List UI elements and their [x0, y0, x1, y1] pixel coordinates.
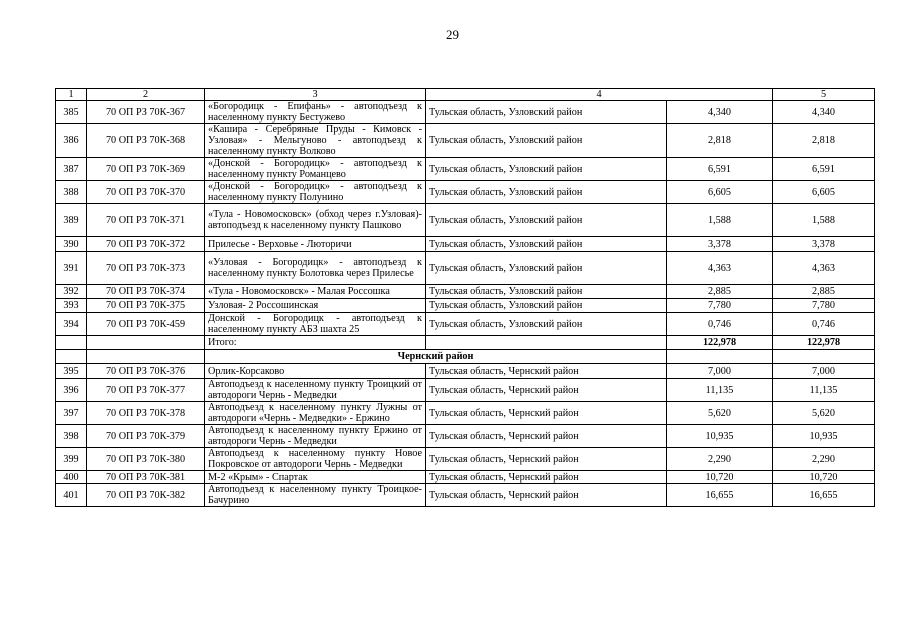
road-code: 70 ОП РЗ 70К-377 [87, 379, 205, 402]
road-location: Тульская область, Узловский район [426, 313, 667, 336]
road-location: Тульская область, Узловский район [426, 181, 667, 204]
road-length: 5,620 [667, 402, 773, 425]
road-name: М-2 «Крым» - Спартак [205, 471, 426, 484]
road-length-total: 1,588 [773, 204, 875, 237]
road-length: 7,780 [667, 299, 773, 313]
road-code: 70 ОП РЗ 70К-369 [87, 158, 205, 181]
road-code: 70 ОП РЗ 70К-370 [87, 181, 205, 204]
table-row [56, 448, 875, 471]
road-code: 70 ОП РЗ 70К-376 [87, 364, 205, 379]
road-length: 0,746 [667, 313, 773, 336]
row-number: 395 [56, 364, 87, 379]
road-code: 70 ОП РЗ 70К-380 [87, 448, 205, 471]
table-row [56, 124, 875, 158]
road-length-total: 2,885 [773, 285, 875, 299]
road-length-total: 7,000 [773, 364, 875, 379]
row-number: 393 [56, 299, 87, 313]
road-location: Тульская область, Узловский район [426, 124, 667, 158]
empty-cell [56, 336, 87, 350]
road-length-total: 16,655 [773, 484, 875, 507]
table-row [56, 425, 875, 448]
page-number: 29 [446, 27, 459, 42]
road-location: Тульская область, Чернский район [426, 402, 667, 425]
road-code: 70 ОП РЗ 70К-368 [87, 124, 205, 158]
road-length: 3,378 [667, 237, 773, 252]
road-length: 6,605 [667, 181, 773, 204]
total-length: 122,978 [667, 336, 773, 350]
road-name: «Кашира - Серебряные Пруды - Кимовск - Узловая» - Мельгуново - автоподъезд к населенному пункту Волково [205, 124, 426, 158]
row-number: 385 [56, 101, 87, 124]
row-number: 394 [56, 313, 87, 336]
row-number: 387 [56, 158, 87, 181]
total-length-total: 122,978 [773, 336, 875, 350]
road-location: Тульская область, Чернский район [426, 364, 667, 379]
table-row [56, 204, 875, 237]
row-number: 400 [56, 471, 87, 484]
road-name: Автоподъезд к населенному пункту Лужны от автодороги «Чернь - Медведки» - Ержино [205, 402, 426, 425]
road-length-total: 4,340 [773, 101, 875, 124]
empty-cell [87, 350, 205, 364]
road-length-total: 4,363 [773, 252, 875, 285]
road-location: Тульская область, Узловский район [426, 285, 667, 299]
road-length-total: 3,378 [773, 237, 875, 252]
header-cell: 2 [87, 89, 205, 101]
road-length-total: 0,746 [773, 313, 875, 336]
road-code: 70 ОП РЗ 70К-371 [87, 204, 205, 237]
row-number: 399 [56, 448, 87, 471]
empty-cell [426, 336, 667, 350]
road-name: «Тула - Новомосковск» (обход через г.Узловая)-автоподъезд к населенному пункту Пашково [205, 204, 426, 237]
row-number: 397 [56, 402, 87, 425]
district-row [56, 350, 875, 364]
road-code: 70 ОП РЗ 70К-367 [87, 101, 205, 124]
total-label: Итого: [205, 336, 426, 350]
road-length: 4,340 [667, 101, 773, 124]
road-length: 1,588 [667, 204, 773, 237]
row-number: 396 [56, 379, 87, 402]
table-row [56, 484, 875, 507]
table-row [56, 379, 875, 402]
road-name: «Узловая - Богородицк» - автоподъезд к населенному пункту Болотовка через Прилесье [205, 252, 426, 285]
road-location: Тульская область, Узловский район [426, 237, 667, 252]
road-name: «Донской - Богородицк» - автоподъезд к населенному пункту Романцево [205, 158, 426, 181]
road-name: «Богородицк - Епифань» - автоподъезд к населенному пункту Бестужево [205, 101, 426, 124]
road-code: 70 ОП РЗ 70К-378 [87, 402, 205, 425]
empty-cell [56, 350, 87, 364]
table-row [56, 364, 875, 379]
empty-cell [773, 350, 875, 364]
road-length: 4,363 [667, 252, 773, 285]
header-cell: 4 [426, 89, 773, 101]
row-number: 391 [56, 252, 87, 285]
table-row [56, 252, 875, 285]
table-row [56, 181, 875, 204]
road-length: 7,000 [667, 364, 773, 379]
road-name: «Тула - Новомосковск» - Малая Россошка [205, 285, 426, 299]
table-row [56, 299, 875, 313]
road-code: 70 ОП РЗ 70К-459 [87, 313, 205, 336]
road-length-total: 2,818 [773, 124, 875, 158]
table-row [56, 237, 875, 252]
road-code: 70 ОП РЗ 70К-373 [87, 252, 205, 285]
road-name: Донской - Богородицк - автоподъезд к населенному пункту АБЗ шахта 25 [205, 313, 426, 336]
road-name: Орлик-Корсаково [205, 364, 426, 379]
table-row [56, 158, 875, 181]
road-location: Тульская область, Узловский район [426, 252, 667, 285]
empty-cell [667, 350, 773, 364]
road-code: 70 ОП РЗ 70К-382 [87, 484, 205, 507]
road-name: Автоподъезд к населенному пункту Ержино от автодороги Чернь - Медведки [205, 425, 426, 448]
road-location: Тульская область, Узловский район [426, 101, 667, 124]
row-number: 390 [56, 237, 87, 252]
header-cell: 1 [56, 89, 87, 101]
road-code: 70 ОП РЗ 70К-379 [87, 425, 205, 448]
road-code: 70 ОП РЗ 70К-375 [87, 299, 205, 313]
road-length: 6,591 [667, 158, 773, 181]
road-length-total: 6,591 [773, 158, 875, 181]
road-name: Автоподъезд к населенному пункту Троицкое-Бачурино [205, 484, 426, 507]
row-number: 386 [56, 124, 87, 158]
road-length-total: 5,620 [773, 402, 875, 425]
header-cell: 3 [205, 89, 426, 101]
table-row [56, 471, 875, 484]
road-length-total: 6,605 [773, 181, 875, 204]
road-location: Тульская область, Чернский район [426, 448, 667, 471]
road-length: 10,935 [667, 425, 773, 448]
table-row [56, 101, 875, 124]
road-length-total: 10,935 [773, 425, 875, 448]
empty-cell [87, 336, 205, 350]
table-row [56, 402, 875, 425]
total-row [56, 336, 875, 350]
road-location: Тульская область, Узловский район [426, 158, 667, 181]
table-row [56, 313, 875, 336]
road-location: Тульская область, Узловский район [426, 299, 667, 313]
roads-table [55, 88, 875, 507]
road-name: Автоподъезд к населенному пункту Новое Покровское от автодороги Чернь - Медведки [205, 448, 426, 471]
table-row [56, 285, 875, 299]
road-location: Тульская область, Чернский район [426, 484, 667, 507]
road-length-total: 11,135 [773, 379, 875, 402]
row-number: 388 [56, 181, 87, 204]
road-length-total: 7,780 [773, 299, 875, 313]
road-length: 2,818 [667, 124, 773, 158]
road-code: 70 ОП РЗ 70К-374 [87, 285, 205, 299]
row-number: 389 [56, 204, 87, 237]
row-number: 392 [56, 285, 87, 299]
road-code: 70 ОП РЗ 70К-372 [87, 237, 205, 252]
road-name: «Донской - Богородицк» - автоподъезд к населенному пункту Полунино [205, 181, 426, 204]
road-name: Автоподъезд к населенному пункту Троицкий от автодороги Чернь - Медведки [205, 379, 426, 402]
road-location: Тульская область, Узловский район [426, 204, 667, 237]
road-length: 2,290 [667, 448, 773, 471]
road-length: 16,655 [667, 484, 773, 507]
road-location: Тульская область, Чернский район [426, 425, 667, 448]
road-length-total: 2,290 [773, 448, 875, 471]
header-cell: 5 [773, 89, 875, 101]
road-length: 2,885 [667, 285, 773, 299]
road-length: 10,720 [667, 471, 773, 484]
road-length-total: 10,720 [773, 471, 875, 484]
road-name: Прилесье - Верховье - Люторичи [205, 237, 426, 252]
road-length: 11,135 [667, 379, 773, 402]
row-number: 398 [56, 425, 87, 448]
road-code: 70 ОП РЗ 70К-381 [87, 471, 205, 484]
table-header-row [56, 89, 875, 101]
row-number: 401 [56, 484, 87, 507]
road-name: Узловая- 2 Россошинская [205, 299, 426, 313]
road-location: Тульская область, Чернский район [426, 379, 667, 402]
road-location: Тульская область, Чернский район [426, 471, 667, 484]
district-heading: Чернский район [205, 350, 667, 364]
